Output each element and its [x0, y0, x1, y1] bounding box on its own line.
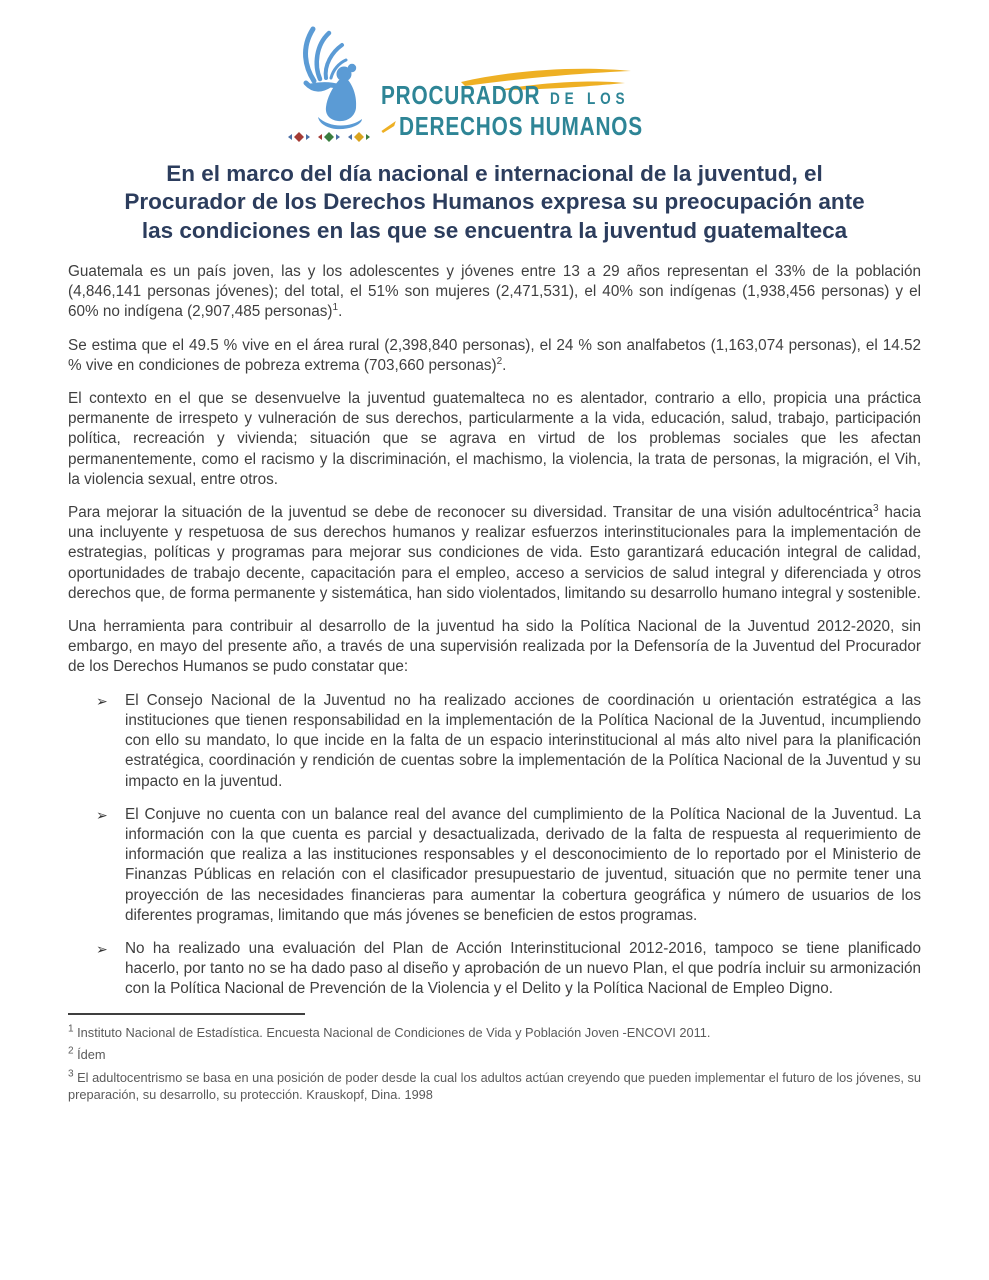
logo-word-procurador: PROCURADOR	[381, 80, 541, 110]
bullet-item-3	[68, 939, 921, 1000]
footnote-ref-2: 2	[496, 355, 503, 367]
arrow-bullet-icon: ➢	[96, 806, 108, 823]
paragraph-2: Se estima que el 49.5 % vive en el área rural (2,398,840 personas), el 24 % son analfabetos (1,163,074 personas), el 14.52 % vive en condiciones de pobreza extrema (703,660 personas)$^2$.	[68, 336, 921, 374]
dove-and-person-icon	[285, 24, 377, 146]
arrow-bullet-icon: ➢	[96, 692, 108, 709]
paragraph-3: El contexto en el que se desenvuelve la juventud guatemalteca no es alentador, contrario a ello, propicia una práctica permanente de irrespeto y vulneración de sus derechos, particularmente a la vida, educación, salud, trabajo, participación política, recreación y vivienda; situación que se agrava en virtud de los problemas sociales que les afectan permanentemente, como el racismo y la discriminación, el machismo, la violencia, la trata de personas, la migración, el Vih, la violencia sexual, entre otros.	[68, 390, 921, 488]
weave-band-icon	[288, 132, 370, 142]
logo-wordmark	[381, 82, 704, 146]
bullet-item-1	[68, 691, 921, 792]
findings-list	[68, 691, 921, 1000]
logo-word-de-los: DE LOS	[550, 89, 630, 108]
logo	[68, 24, 921, 146]
footnote-1: $^1$ Instituto Nacional de Estadística. Encuesta Nacional de Condiciones de Vida y Población Joven -ENCOVI 2011.	[68, 1023, 711, 1040]
title-line-1: En el marco del día nacional e internacional de la juventud, el	[166, 161, 823, 186]
footnote-ref-1: 1	[332, 302, 339, 314]
title-line-3: las condiciones en las que se encuentra la juventud guatemalteca	[141, 217, 848, 243]
arrow-bullet-icon: ➢	[96, 940, 108, 957]
footnote-2: $^2$ Ídem	[68, 1045, 106, 1063]
footnote-3: $^3$ El adultocentrismo se basa en una posición de poder desde la cual los adultos actúan creyendo que pueden implementar el futuro de los jóvenes, su preparación, su desarrollo, su protección. Krauskopf, Dina. 1998	[68, 1068, 921, 1103]
bullet-text: El Conjuve no cuenta con un balance real del avance del cumplimiento de la Política Nacional de la Juventud. La información con la que cuenta es parcial y desactualizada, derivado de la falta de respuesta al requerimiento de información que realiza a las instituciones responsables y el desconocimiento de lo reportado por el Ministerio de Finanzas Públicas en relación con el clasificador presupuestario de juventud, situación que no permite tener una proyección de las necesidades financieras para aumentar la cobertura geográfica y número de usuarios de los diferentes programas, limitando que más jóvenes se beneficien de estos programas.	[125, 805, 921, 924]
bullet-text: No ha realizado una evaluación del Plan de Acción Interinstitucional 2012-2016, tampoco se tiene planificado hacerlo, por tanto no se ha dado paso al diseño y aprobación de un nuevo Plan, el que podría incluir su armonización con la Política Nacional de Prevención de la Violencia y el Delito y la Política Nacional de Empleo Digno.	[125, 939, 921, 998]
page-title	[68, 160, 921, 245]
bullet-text: El Consejo Nacional de la Juventud no ha realizado acciones de coordinación u orientación estratégica a las instituciones que tienen responsabilidad en la implementación de la Política Nacional de la Juventud, incumpliendo con ello su mandato, lo que incide en la falta de un espacio interinstitucional al más alto nivel para la planificación estratégica, coordinación y rendición de cuentas sobre la implementación de la Política Nacional de la Juventud y su impacto en la juventud.	[125, 691, 921, 790]
paragraph-5: Una herramienta para contribuir al desarrollo de la juventud ha sido la Política Nacional de la Juventud 2012-2020, sin embargo, en mayo del presente año, a través de una supervisión realizada por la Defensoría de la Juventud del Procurador de los Derechos Humanos se pudo constatar que:	[68, 618, 921, 676]
footnotes	[68, 1024, 921, 1104]
paragraph-4: Para mejorar la situación de la juventud se debe de reconocer su diversidad. Transitar de una visión adultocéntrica$^3$ hacia una incluyente y respetuosa de sus derechos humanos y realizar esfuerzos interinstitucionales para la implementación de estrategias, políticas y programas para mejorar sus condiciones de vida. Esto garantizará educación integral de calidad, oportunidades de trabajo decente, capacitación para el empleo, acceso a servicios de salud integral y diferenciada y otros derechos que, de forma permanente y sistemática, han sido violentados, limitando su desarrollo humano integral y sostenible.	[68, 502, 921, 602]
logo-word-derechos-humanos: DERECHOS HUMANOS	[399, 111, 643, 141]
paragraph-1: Guatemala es un país joven, las y los adolescentes y jóvenes entre 13 a 29 años representan el 33% de la población (4,846,141 personas jóvenes); del total, el 51% son mujeres (2,471,531), el 40% son indígenas (1,938,456 personas) y el 60% no indígena (2,907,485 personas)$^1$.	[68, 263, 921, 321]
footnote-separator	[68, 1013, 305, 1015]
footnote-ref-3: 3	[872, 502, 879, 514]
document-body	[68, 262, 921, 1000]
yellow-tick-icon	[381, 121, 397, 133]
title-line-2: Procurador de los Derechos Humanos expresa su preocupación ante	[124, 189, 865, 215]
bullet-item-2	[68, 805, 921, 926]
